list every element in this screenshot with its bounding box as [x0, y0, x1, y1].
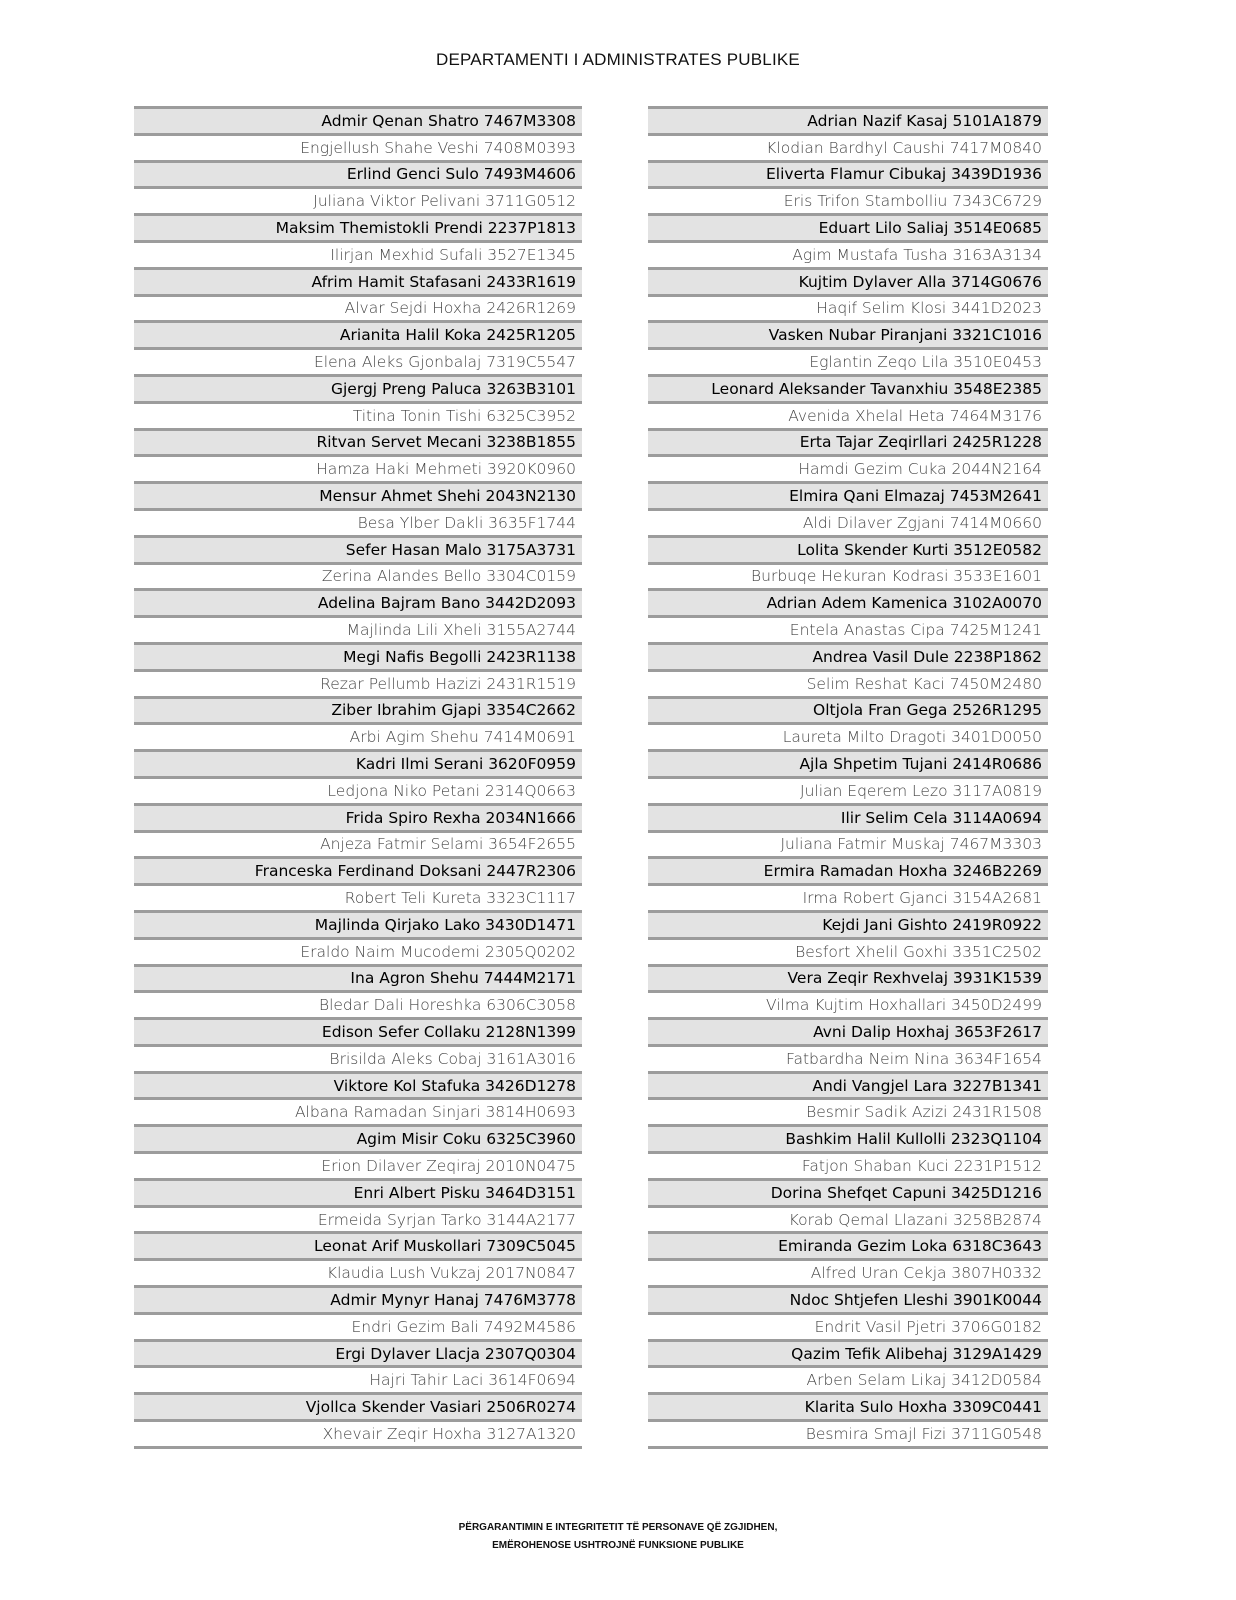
list-item: Endrit Vasil Pjetri 3706G0182	[648, 1312, 1048, 1339]
list-item: Besfort Xhelil Goxhi 3351C2502	[648, 937, 1048, 964]
list-item: Ermeida Syrjan Tarko 3144A2177	[134, 1205, 582, 1232]
list-item: Arianita Halil Koka 2425R1205	[134, 320, 582, 347]
list-item: Korab Qemal Llazani 3258B2874	[648, 1205, 1048, 1232]
list-item: Majlinda Qirjako Lako 3430D1471	[134, 910, 582, 937]
list-item: Zerina Alandes Bello 3304C0159	[134, 562, 582, 589]
list-item: Vilma Kujtim Hoxhallari 3450D2499	[648, 990, 1048, 1017]
list-item: Ilirjan Mexhid Sufali 3527E1345	[134, 240, 582, 267]
list-item: Ziber Ibrahim Gjapi 3354C2662	[134, 696, 582, 723]
list-item: Vera Zeqir Rexhvelaj 3931K1539	[648, 964, 1048, 991]
list-item: Franceska Ferdinand Doksani 2447R2306	[134, 856, 582, 883]
list-item: Klarita Sulo Hoxha 3309C0441	[648, 1392, 1048, 1419]
list-item: Arbi Agim Shehu 7414M0691	[134, 722, 582, 749]
list-item: Andi Vangjel Lara 3227B1341	[648, 1071, 1048, 1098]
list-item: Ndoc Shtjefen Lleshi 3901K0044	[648, 1285, 1048, 1312]
list-item: Mensur Ahmet Shehi 2043N2130	[134, 481, 582, 508]
list-item: Emiranda Gezim Loka 6318C3643	[648, 1231, 1048, 1258]
list-item: Haqif Selim Klosi 3441D2023	[648, 294, 1048, 321]
list-item: Eraldo Naim Mucodemi 2305Q0202	[134, 937, 582, 964]
list-item: Julian Eqerem Lezo 3117A0819	[648, 776, 1048, 803]
list-item: Enri Albert Pisku 3464D3151	[134, 1178, 582, 1205]
list-item: Agim Mustafa Tusha 3163A3134	[648, 240, 1048, 267]
left-name-list	[134, 106, 582, 1449]
page-title: DEPARTAMENTI I ADMINISTRATES PUBLIKE	[436, 50, 800, 69]
list-item: Alvar Sejdi Hoxha 2426R1269	[134, 294, 582, 321]
list-item: Besmira Smajl Fizi 3711G0548	[648, 1419, 1048, 1446]
list-item: Besa Ylber Dakli 3635F1744	[134, 508, 582, 535]
list-item: Eliverta Flamur Cibukaj 3439D1936	[648, 160, 1048, 187]
list-item: Arben Selam Likaj 3412D0584	[648, 1365, 1048, 1392]
list-item: Andrea Vasil Dule 2238P1862	[648, 642, 1048, 669]
footer	[0, 1519, 1236, 1555]
list-item: Ermira Ramadan Hoxha 3246B2269	[648, 856, 1048, 883]
list-item: Ledjona Niko Petani 2314Q0663	[134, 776, 582, 803]
divider	[648, 1446, 1048, 1449]
list-item: Burbuqe Hekuran Kodrasi 3533E1601	[648, 562, 1048, 589]
list-item: Ergi Dylaver Llacja 2307Q0304	[134, 1339, 582, 1366]
list-item: Adelina Bajram Bano 3442D2093	[134, 588, 582, 615]
list-item: Ajla Shpetim Tujani 2414R0686	[648, 749, 1048, 776]
list-item: Hamdi Gezim Cuka 2044N2164	[648, 454, 1048, 481]
list-item: Adrian Adem Kamenica 3102A0070	[648, 588, 1048, 615]
list-item: Irma Robert Gjanci 3154A2681	[648, 883, 1048, 910]
list-item: Laureta Milto Dragoti 3401D0050	[648, 722, 1048, 749]
list-item: Elena Aleks Gjonbalaj 7319C5547	[134, 347, 582, 374]
list-item: Hamza Haki Mehmeti 3920K0960	[134, 454, 582, 481]
list-item: Adrian Nazif Kasaj 5101A1879	[648, 106, 1048, 133]
divider	[134, 1446, 582, 1449]
footer-line-1: PËRGARANTIMIN E INTEGRITETIT TË PERSONAVE QË ZGJIDHEN,	[458, 1522, 778, 1533]
list-item: Eglantin Zeqo Lila 3510E0453	[648, 347, 1048, 374]
list-item: Kejdi Jani Gishto 2419R0922	[648, 910, 1048, 937]
list-item: Erta Tajar Zeqirllari 2425R1228	[648, 428, 1048, 455]
list-item: Elmira Qani Elmazaj 7453M2641	[648, 481, 1048, 508]
list-item: Leonard Aleksander Tavanxhiu 3548E2385	[648, 374, 1048, 401]
list-item: Fatbardha Neim Nina 3634F1654	[648, 1044, 1048, 1071]
list-item: Majlinda Lili Xheli 3155A2744	[134, 615, 582, 642]
list-item: Erion Dilaver Zeqiraj 2010N0475	[134, 1151, 582, 1178]
right-name-list	[648, 106, 1048, 1449]
list-item: Juliana Viktor Pelivani 3711G0512	[134, 186, 582, 213]
list-item: Klodian Bardhyl Caushi 7417M0840	[648, 133, 1048, 160]
list-item: Lolita Skender Kurti 3512E0582	[648, 535, 1048, 562]
list-item: Besmir Sadik Azizi 2431R1508	[648, 1097, 1048, 1124]
list-item: Alfred Uran Cekja 3807H0332	[648, 1258, 1048, 1285]
list-item: Anjeza Fatmir Selami 3654F2655	[134, 830, 582, 857]
list-item: Kujtim Dylaver Alla 3714G0676	[648, 267, 1048, 294]
list-item: Admir Mynyr Hanaj 7476M3778	[134, 1285, 582, 1312]
list-item: Brisilda Aleks Cobaj 3161A3016	[134, 1044, 582, 1071]
list-item: Vasken Nubar Piranjani 3321C1016	[648, 320, 1048, 347]
list-item: Avenida Xhelal Heta 7464M3176	[648, 401, 1048, 428]
list-item: Oltjola Fran Gega 2526R1295	[648, 696, 1048, 723]
list-item: Avni Dalip Hoxhaj 3653F2617	[648, 1017, 1048, 1044]
list-item: Kadri Ilmi Serani 3620F0959	[134, 749, 582, 776]
list-item: Klaudia Lush Vukzaj 2017N0847	[134, 1258, 582, 1285]
list-item: Edison Sefer Collaku 2128N1399	[134, 1017, 582, 1044]
list-item: Rezar Pellumb Hazizi 2431R1519	[134, 669, 582, 696]
list-item: Fatjon Shaban Kuci 2231P1512	[648, 1151, 1048, 1178]
list-item: Gjergj Preng Paluca 3263B3101	[134, 374, 582, 401]
list-item: Robert Teli Kureta 3323C1117	[134, 883, 582, 910]
list-item: Leonat Arif Muskollari 7309C5045	[134, 1231, 582, 1258]
list-item: Albana Ramadan Sinjari 3814H0693	[134, 1097, 582, 1124]
list-item: Viktore Kol Stafuka 3426D1278	[134, 1071, 582, 1098]
list-item: Titina Tonin Tishi 6325C3952	[134, 401, 582, 428]
list-item: Frida Spiro Rexha 2034N1666	[134, 803, 582, 830]
list-item: Engjellush Shahe Veshi 7408M0393	[134, 133, 582, 160]
footer-line-2: EMËROHENOSE USHTROJNË FUNKSIONE PUBLIKE	[492, 1540, 744, 1551]
list-item: Juliana Fatmir Muskaj 7467M3303	[648, 830, 1048, 857]
list-item: Agim Misir Coku 6325C3960	[134, 1124, 582, 1151]
list-item: Qazim Tefik Alibehaj 3129A1429	[648, 1339, 1048, 1366]
list-item: Maksim Themistokli Prendi 2237P1813	[134, 213, 582, 240]
list-item: Afrim Hamit Stafasani 2433R1619	[134, 267, 582, 294]
list-item: Bashkim Halil Kullolli 2323Q1104	[648, 1124, 1048, 1151]
list-item: Entela Anastas Cipa 7425M1241	[648, 615, 1048, 642]
list-item: Ilir Selim Cela 3114A0694	[648, 803, 1048, 830]
list-item: Ritvan Servet Mecani 3238B1855	[134, 428, 582, 455]
list-item: Erlind Genci Sulo 7493M4606	[134, 160, 582, 187]
list-item: Eris Trifon Stambolliu 7343C6729	[648, 186, 1048, 213]
list-item: Dorina Shefqet Capuni 3425D1216	[648, 1178, 1048, 1205]
list-item: Aldi Dilaver Zgjani 7414M0660	[648, 508, 1048, 535]
list-item: Xhevair Zeqir Hoxha 3127A1320	[134, 1419, 582, 1446]
list-item: Selim Reshat Kaci 7450M2480	[648, 669, 1048, 696]
list-item: Hajri Tahir Laci 3614F0694	[134, 1365, 582, 1392]
list-item: Vjollca Skender Vasiari 2506R0274	[134, 1392, 582, 1419]
list-item: Megi Nafis Begolli 2423R1138	[134, 642, 582, 669]
list-item: Bledar Dali Horeshka 6306C3058	[134, 990, 582, 1017]
list-item: Eduart Lilo Saliaj 3514E0685	[648, 213, 1048, 240]
list-item: Sefer Hasan Malo 3175A3731	[134, 535, 582, 562]
list-item: Ina Agron Shehu 7444M2171	[134, 964, 582, 991]
list-item: Admir Qenan Shatro 7467M3308	[134, 106, 582, 133]
list-item: Endri Gezim Bali 7492M4586	[134, 1312, 582, 1339]
